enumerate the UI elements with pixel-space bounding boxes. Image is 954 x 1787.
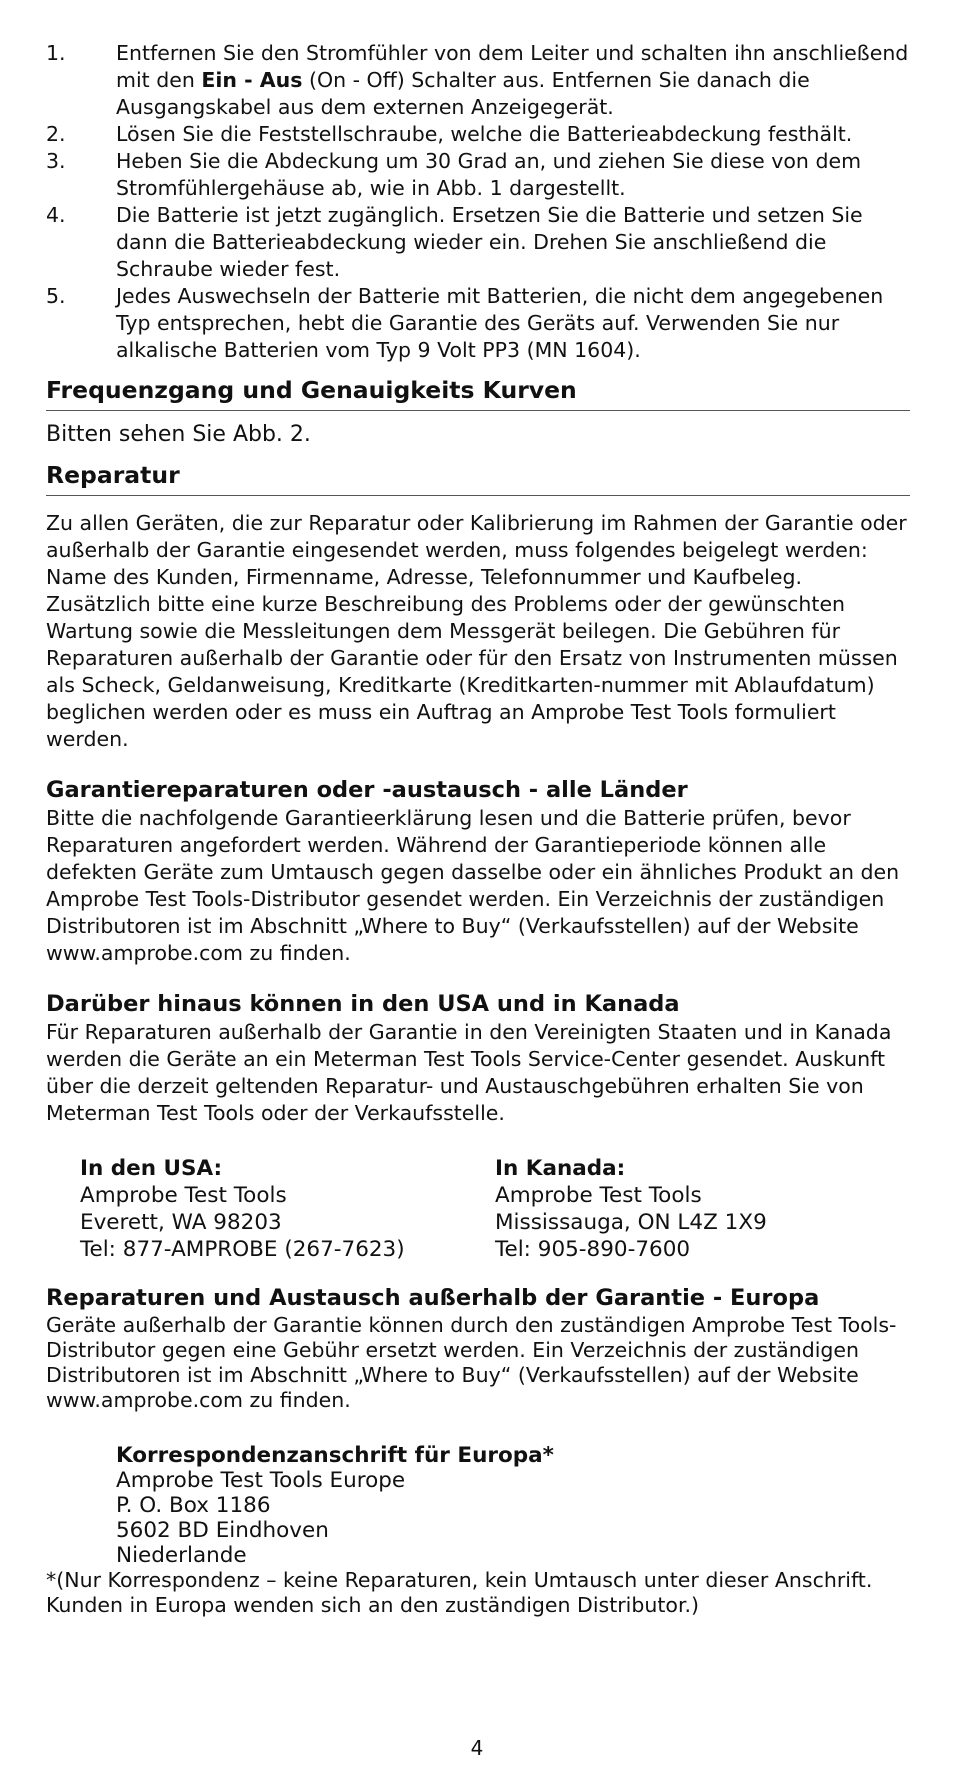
warranty-heading: Garantiereparaturen oder -austausch - alle Länder: [46, 777, 688, 803]
usa-canada-paragraph: Für Reparaturen außerhalb der Garantie in den Vereinigten Staaten und in Kanada werden die Geräte an ein Meterman Test Tools Service-Center gesendet. Auskunft über die derzeit geltenden Reparatur- und Austauschgebühren erhalten Sie von Meterman Test Tools oder der Verkaufsstelle.: [46, 1020, 892, 1125]
list-item: [46, 121, 910, 148]
address-line: 5602 BD Eindhoven: [116, 1518, 329, 1543]
address-line: Amprobe Test Tools: [495, 1183, 702, 1208]
step-text: Jedes Auswechseln der Batterie mit Batterien, die nicht dem angegebenen Typ entsprechen, hebt die Garantie des Geräts auf. Verwenden Sie nur alkalische Batterien vom Typ 9 Volt PP3 (MN 1604).: [116, 284, 884, 362]
frequency-text: Bitten sehen Sie Abb. 2.: [46, 422, 311, 447]
manual-page: [46, 40, 910, 1618]
repair-section-header: [46, 459, 910, 496]
europe-address: [116, 1443, 910, 1568]
list-item: [46, 40, 910, 121]
usa-address-label: In den USA:: [80, 1156, 223, 1181]
step-number: 1.: [46, 41, 66, 65]
address-line: Everett, WA 98203: [80, 1210, 282, 1235]
europe-footnote: *(Nur Korrespondenz – keine Reparaturen, kein Umtausch unter dieser Anschrift. Kunden in Europa wenden sich an den zuständigen Distributor.): [46, 1568, 873, 1617]
step-text-part: (On - Off) Schalter aus. Entfernen Sie danach die Ausgangskabel aus dem externen Anzeigegerät.: [116, 68, 810, 119]
usa-address: [80, 1155, 495, 1263]
repair-paragraph: Zu allen Geräten, die zur Reparatur oder Kalibrierung im Rahmen der Garantie oder außerhalb der Garantie eingesendet werden, muss folgendes beigelegt werden: Name des Kunden, Firmenname, Adresse, Telefonnummer und Kaufbeleg. Zusätzlich bitte eine kurze Beschreibung des Problems oder der gewünschten Wartung sowie die Messleitungen dem Messgerät beilegen. Die Gebühren für Reparaturen außerhalb der Garantie oder für den Ersatz von Instrumenten müssen als Scheck, Geldanweisung, Kreditkarte (Kreditkarten-nummer mit Ablaufdatum) beglichen werden oder es muss ein Auftrag an Amprobe Test Tools formuliert werden.: [46, 511, 907, 751]
step-number: 4.: [46, 203, 66, 227]
usa-canada-section: [46, 989, 910, 1127]
page-number: 4: [470, 1736, 484, 1760]
list-item: [46, 148, 910, 202]
step-text-part: Entfernen Sie den Stromfühler von dem Leiter und schalten ihn anschließend mit den: [116, 41, 909, 92]
step-number: 2.: [46, 122, 66, 146]
switch-name: Ein - Aus: [201, 68, 303, 92]
europe-address-label: Korrespondenzanschrift für Europa*: [116, 1443, 554, 1468]
phone-line: Tel: 905-890-7600: [495, 1237, 691, 1262]
step-text: Heben Sie die Abdeckung um 30 Grad an, und ziehen Sie diese von dem Stromfühlergehäuse ab, wie in Abb. 1 dargestellt.: [116, 149, 862, 200]
address-line: Niederlande: [116, 1543, 247, 1568]
europe-heading: Reparaturen und Austausch außerhalb der Garantie - Europa: [46, 1285, 820, 1311]
address-line: P. O. Box 1186: [116, 1493, 271, 1518]
usa-canada-heading: Darüber hinaus können in den USA und in Kanada: [46, 991, 680, 1017]
step-text: Lösen Sie die Feststellschraube, welche die Batterieabdeckung festhält.: [116, 122, 853, 146]
canada-address: [495, 1155, 910, 1263]
list-item: [46, 283, 910, 364]
step-text: Die Batterie ist jetzt zugänglich. Ersetzen Sie die Batterie und setzen Sie dann die Batterieabdeckung wieder ein. Drehen Sie anschließend die Schraube wieder fest.: [116, 203, 863, 281]
repair-heading: Reparatur: [46, 459, 910, 496]
canada-address-label: In Kanada:: [495, 1156, 626, 1181]
address-columns: [80, 1155, 910, 1263]
address-line: Mississauga, ON L4Z 1X9: [495, 1210, 767, 1235]
phone-line: Tel: 877-AMPROBE (267-7623): [80, 1237, 405, 1262]
address-line: Amprobe Test Tools: [80, 1183, 287, 1208]
battery-steps-list: [46, 40, 910, 364]
europe-paragraph: Geräte außerhalb der Garantie können durch den zuständigen Amprobe Test Tools-Distributor gegen eine Gebühr ersetzt werden. Ein Verzeichnis der zuständigen Distributoren ist im Abschnitt „Where to Buy“ (Verkaufsstellen) auf der Website www.amprobe.com zu finden.: [46, 1313, 897, 1412]
warranty-paragraph: Bitte die nachfolgende Garantieerklärung lesen und die Batterie prüfen, bevor Reparaturen angefordert werden. Während der Garantieperiode können alle defekten Geräte zum Umtausch gegen dasselbe oder ein ähnliches Produkt an den Amprobe Test Tools-Distributor gesendet werden. Ein Verzeichnis der zuständigen Distributoren ist im Abschnitt „Where to Buy“ (Verkaufsstellen) auf der Website www.amprobe.com zu finden.: [46, 806, 900, 965]
europe-section: [46, 1283, 910, 1413]
frequency-section-header: [46, 374, 910, 411]
step-text: [116, 40, 910, 121]
step-number: 5.: [46, 284, 66, 308]
frequency-heading: Frequenzgang und Genauigkeits Kurven: [46, 374, 910, 411]
address-line: Amprobe Test Tools Europe: [116, 1468, 406, 1493]
step-number: 3.: [46, 149, 66, 173]
warranty-section: [46, 775, 910, 967]
list-item: [46, 202, 910, 283]
